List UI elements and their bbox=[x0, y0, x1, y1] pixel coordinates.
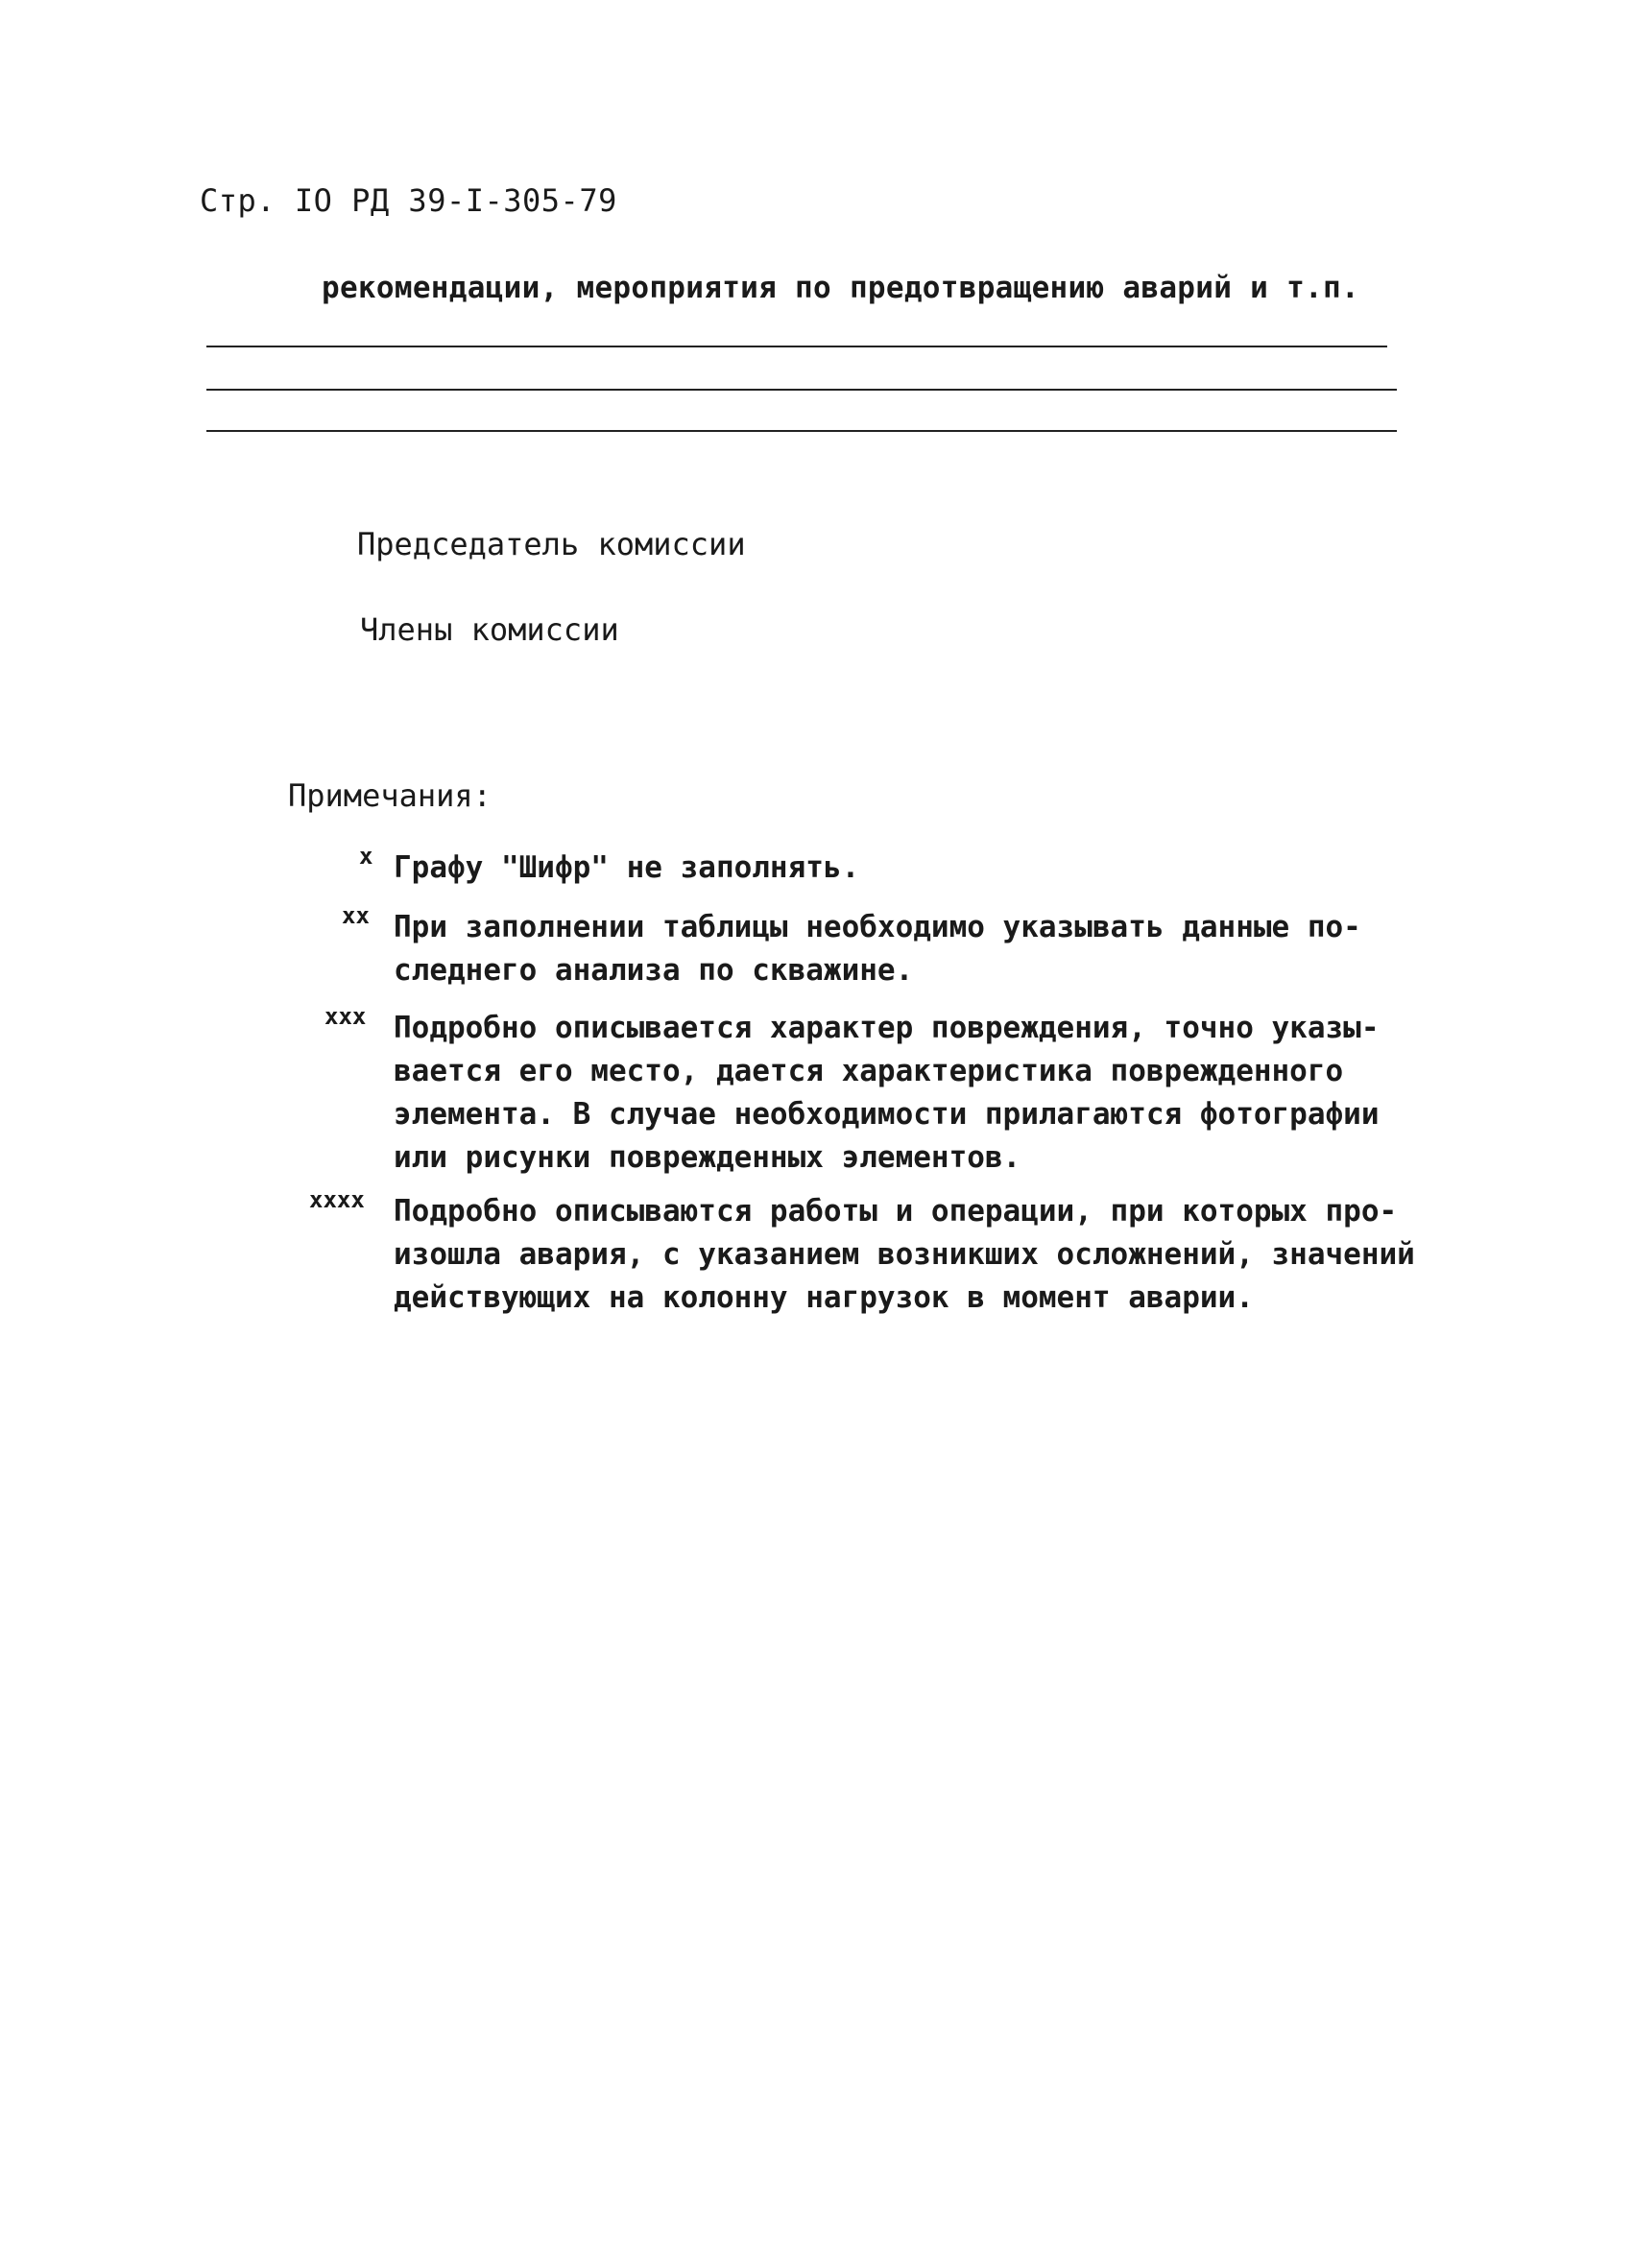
blank-line-1 bbox=[206, 346, 1387, 347]
note-line: Подробно описываются работы и операции, при которых про- bbox=[394, 1194, 1398, 1229]
note-marker: x bbox=[359, 843, 373, 870]
note-line: изошла авария, с указанием возникших осложнений, значений bbox=[394, 1237, 1415, 1272]
note-item bbox=[394, 1007, 1411, 1180]
notes-title: Примечания: bbox=[288, 777, 492, 814]
intro-text: рекомендации, мероприятия по предотвращению аварий и т.п. bbox=[322, 271, 1359, 305]
note-line: действующих на колонну нагрузок в момент аварии. bbox=[394, 1280, 1254, 1315]
members-signature-label: Члены комиссии bbox=[360, 611, 619, 648]
note-marker: xxx bbox=[324, 1003, 367, 1030]
note-line: следнего анализа по скважине. bbox=[394, 953, 914, 988]
page-header: Стр. IO РД 39-I-305-79 bbox=[200, 182, 617, 219]
note-line: элемента. В случае необходимости прилагаются фотографии bbox=[394, 1097, 1380, 1132]
blank-line-2 bbox=[206, 389, 1397, 391]
note-line: вается его место, дается характеристика поврежденного bbox=[394, 1054, 1344, 1088]
note-line: При заполнении таблицы необходимо указывать данные по- bbox=[394, 910, 1361, 944]
note-item bbox=[394, 906, 1411, 992]
note-item bbox=[394, 1190, 1415, 1320]
note-line: Графу "Шифр" не заполнять. bbox=[394, 850, 860, 885]
note-line: или рисунки поврежденных элементов. bbox=[394, 1140, 1021, 1175]
chairman-signature-label: Председатель комиссии bbox=[357, 526, 746, 562]
blank-line-3 bbox=[206, 430, 1397, 432]
note-line: Подробно описывается характер повреждения, точно указы- bbox=[394, 1011, 1380, 1045]
note-marker: xx bbox=[342, 902, 370, 929]
note-item bbox=[394, 847, 1411, 890]
note-marker: xxxx bbox=[309, 1186, 365, 1213]
